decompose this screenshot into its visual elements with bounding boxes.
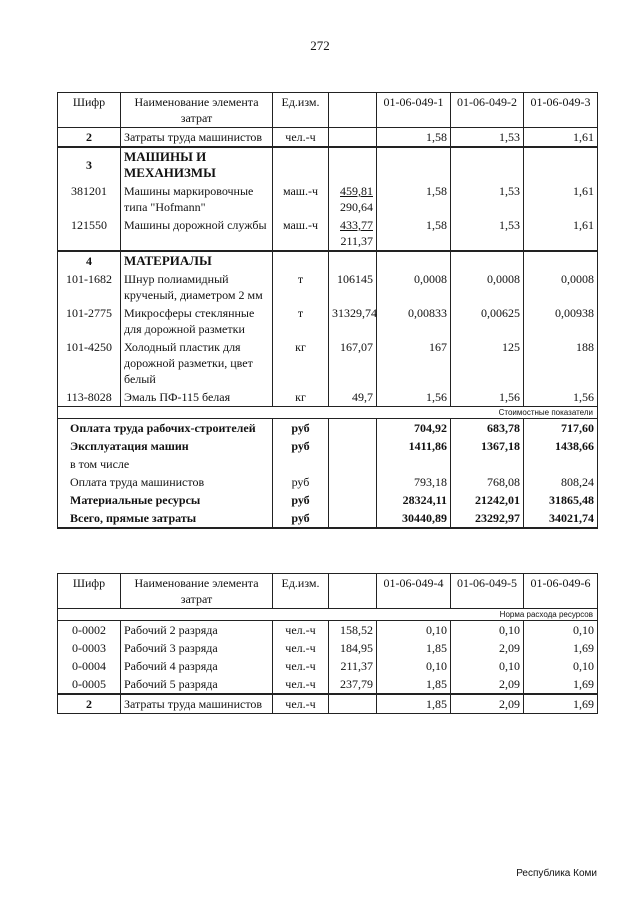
table-row: 121550 Машины дорожной службы маш.-ч 433,77 211,37 1,58 1,53 1,61	[58, 216, 598, 251]
table-header-row	[58, 93, 598, 128]
header-col-2: 01-06-049-2	[451, 93, 524, 128]
cost-indicators-note: Стоимостные показатели	[58, 407, 598, 419]
summary-row: Эксплуатация машин руб 1411,86 1367,18 1438,66	[58, 437, 598, 455]
summary-row: Оплата труда рабочих-строителей руб 704,92 683,78 717,60	[58, 419, 598, 438]
resource-table-2	[57, 573, 598, 714]
summary-row: Всего, прямые затраты руб 30440,89 23292,97 34021,74	[58, 509, 598, 528]
table-row: 113-8028 Эмаль ПФ-115 белая кг 49,7 1,56 1,56 1,56	[58, 388, 598, 407]
header-col-4: 01-06-049-4	[377, 574, 451, 609]
summary-row: Материальные ресурсы руб 28324,11 21242,01 31865,48	[58, 491, 598, 509]
section-row: 3 МАШИНЫ И МЕХАНИЗМЫ	[58, 147, 598, 182]
header-code: Шифр	[58, 93, 121, 128]
table-row: 101-4250 Холодный пластик для дорожной разметки, цвет белый кг 167,07 167 125 188	[58, 338, 598, 388]
table-row: 2 Затраты труда машинистов чел.-ч 1,85 2,09 1,69	[58, 694, 598, 714]
header-col-6: 01-06-049-6	[524, 574, 598, 609]
header-unit: Ед.изм.	[273, 93, 329, 128]
footer-region: Республика Коми	[516, 868, 597, 879]
header-col-5: 01-06-049-5	[451, 574, 524, 609]
header-price	[329, 93, 377, 128]
note-row	[58, 609, 598, 621]
table-row: 0-0003 Рабочий 3 разряда чел.-ч 184,95 1,85 2,09 1,69	[58, 639, 598, 657]
header-col-3: 01-06-049-3	[524, 93, 598, 128]
header-col-1: 01-06-049-1	[377, 93, 451, 128]
note-row	[58, 407, 598, 419]
table-row: 2 Затраты труда машинистов чел.-ч 1,58 1,53 1,61	[58, 128, 598, 148]
header-unit: Ед.изм.	[273, 574, 329, 609]
table-row: 381201 Машины маркировочные типа "Hofmann" маш.-ч 459,81 290,64 1,58 1,53 1,61	[58, 182, 598, 216]
table-row: 101-1682 Шнур полиамидный крученый, диаметром 2 мм т 106145 0,0008 0,0008 0,0008	[58, 270, 598, 304]
summary-row: в том числе	[58, 455, 598, 473]
section-row: 4 МАТЕРИАЛЫ	[58, 251, 598, 270]
resource-norm-note: Норма расхода ресурсов	[58, 609, 598, 621]
summary-row: Оплата труда машинистов руб 793,18 768,08 808,24	[58, 473, 598, 491]
header-name: Наименование элемента затрат	[121, 574, 273, 609]
header-code: Шифр	[58, 574, 121, 609]
table-row: 0-0004 Рабочий 4 разряда чел.-ч 211,37 0,10 0,10 0,10	[58, 657, 598, 675]
table-row: 0-0005 Рабочий 5 разряда чел.-ч 237,79 1,85 2,09 1,69	[58, 675, 598, 694]
page-number: 272	[310, 38, 330, 53]
header-name: Наименование элемента затрат	[121, 93, 273, 128]
table-header-row	[58, 574, 598, 609]
header-price	[329, 574, 377, 609]
table-row: 0-0002 Рабочий 2 разряда чел.-ч 158,52 0,10 0,10 0,10	[58, 621, 598, 640]
resource-table-1	[57, 92, 598, 529]
table-row: 101-2775 Микросферы стеклянные для дорожной разметки т 31329,74 0,00833 0,00625 0,00938	[58, 304, 598, 338]
